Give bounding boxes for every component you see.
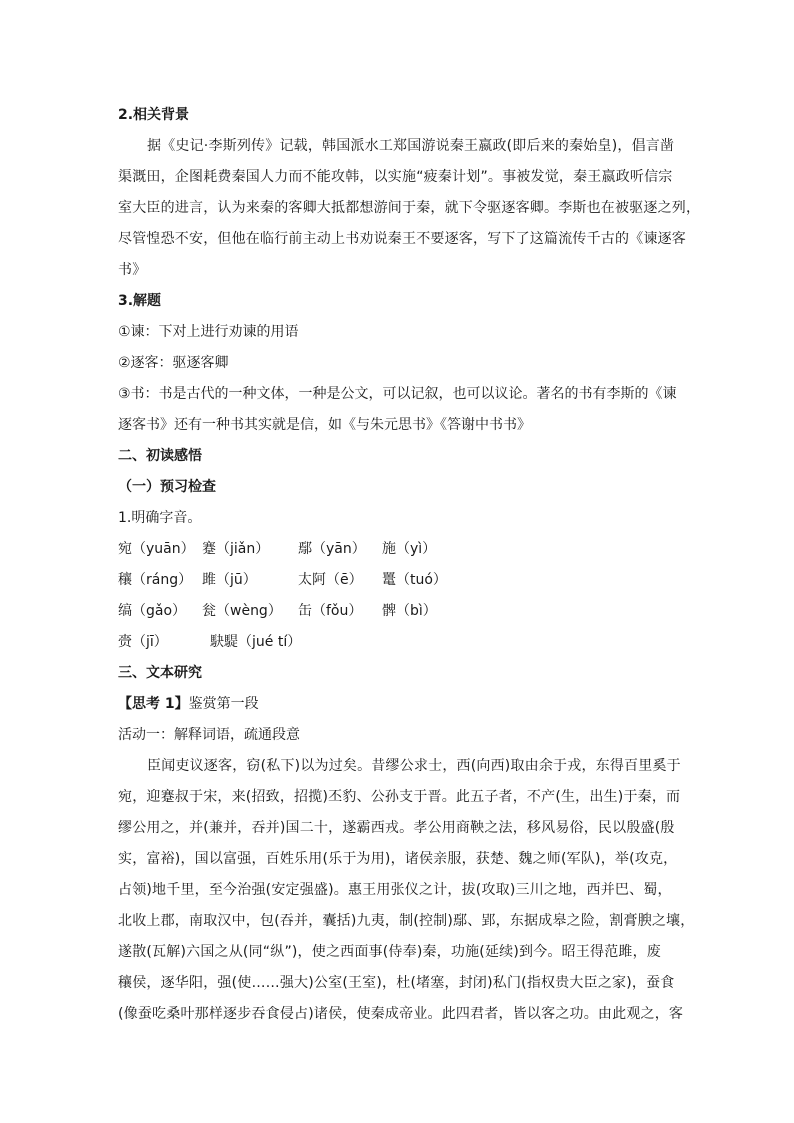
pronunciation-row <box>118 627 678 658</box>
classical-text-line: 实，富裕)，国以富强，百姓乐用(乐于为用)，诸侯亲服，获楚、魏之师(军队)，举(攻克， <box>118 851 678 867</box>
pronunciation-cell: 駃騠（jué tí） <box>210 634 302 650</box>
pronunciation-row <box>118 565 678 596</box>
pronunciation-cell: 雎（jū） <box>202 572 257 588</box>
pronunciation-cell: 鄢（yān） <box>298 541 366 557</box>
classical-text-line: 缪公用之，并(兼并，吞并)国二十，遂霸西戎。孝公用商鞅之法，移风易俗，民以殷盛(殷 <box>118 820 675 836</box>
pronunciation-row <box>118 534 678 565</box>
pronunciation-cell: 蹇（jiǎn） <box>202 541 270 557</box>
title-explanation-item: ③书：书是古代的一种文体，一种是公文，可以记叙，也可以议论。著名的书有李斯的《谏 <box>118 386 677 402</box>
pronunciation-cell: 太阿（ē） <box>298 572 363 588</box>
background-line: 据《史记·李斯列传》记载，韩国派水工郑国游说秦王嬴政(即后来的秦始皇)，倡言凿 <box>147 138 675 154</box>
title-explanation-item: ②逐客：驱逐客卿 <box>118 355 229 371</box>
pronunciation-cell: 瓮（wèng） <box>202 603 282 619</box>
classical-text-line: 占领)地千里，至今治强(安定强盛)。惠王用张仪之计，拔(攻取)三川之地，西并巴、蜀， <box>118 882 672 898</box>
think-text: 鉴赏第一段 <box>188 696 259 712</box>
background-line: 室大臣的进言，认为来秦的客卿大抵都想游间于秦，就下令驱逐客卿。李斯也在被驱逐之列， <box>118 200 701 216</box>
title-explanation-heading: 3.解题 <box>118 293 162 309</box>
part2-heading: 二、初读感悟 <box>118 448 202 464</box>
think-label: 【思考 1】 <box>118 696 189 712</box>
background-heading: 2.相关背景 <box>118 107 190 123</box>
classical-text-line: (像蚕吃桑叶那样逐步吞食侵占)诸侯，使秦成帝业。此四君者，皆以客之功。由此观之，客 <box>118 1006 684 1022</box>
activity-label: 活动一：解释词语，疏通段意 <box>118 727 300 743</box>
pronunciation-cell: 缟（gǎo） <box>118 603 187 619</box>
preview-check-heading: （一）预习检查 <box>118 479 216 495</box>
pronunciation-cell: 穰（ráng） <box>118 572 193 588</box>
pronunciation-cell: 缶（fǒu） <box>298 603 363 619</box>
pronunciation-cell: 髀（bì） <box>382 603 437 619</box>
title-explanation-item: ①谏：下对上进行劝谏的用语 <box>118 324 299 340</box>
title-explanation-item: 逐客书》还有一种书其实就是信，如《与朱元思书》《答谢中书书》 <box>118 417 531 433</box>
classical-text-line: 北收上郡，南取汉中，包(吞并，囊括)九夷，制(控制)鄢、郢，东据成皋之险，割膏腴之壤， <box>118 913 695 929</box>
background-line: 尽管惶恐不安，但他在临行前主动上书劝说秦王不要逐客，写下了这篇流传千古的《谏逐客 <box>118 231 686 247</box>
classical-text-line: 穰侯，逐华阳，强(使……强大)公室(王室)，杜(堵塞，封闭)私门(指权贵大臣之家)，蚕食 <box>118 975 675 991</box>
background-paragraph <box>118 131 701 286</box>
pronunciation-task: 1.明确字音。 <box>118 510 202 526</box>
document-content <box>118 100 701 1030</box>
background-line: 渠溉田，企图耗费秦国人力而不能攻韩，以实施“疲秦计划”。事被发觉，秦王嬴政听信宗 <box>118 169 673 185</box>
classical-text-line: 宛，迎蹇叔于宋，来(招致，招揽)丕豹、公孙支于晋。此五子者，不产(生，出生)于秦，而 <box>118 789 681 805</box>
pronunciation-row <box>118 596 678 627</box>
part3-heading: 三、文本研究 <box>118 665 202 681</box>
background-line: 书》 <box>118 262 147 278</box>
classical-text-line: 臣闻吏议逐客，窃(私下)以为过矣。昔缪公求士，西(向西)取由余于戎，东得百里奚于 <box>147 758 681 774</box>
classical-text-line: 遂散(瓦解)六国之从(同“纵”)，使之西面事(侍奉)秦，功施(延续)到今。昭王得范雎，废 <box>118 944 661 960</box>
think-prompt <box>118 689 678 720</box>
pronunciation-cell: 鼍（tuó） <box>382 572 447 588</box>
pronunciation-cell: 赍（jī） <box>118 634 168 650</box>
pronunciation-cell: 施（yì） <box>382 541 437 557</box>
classical-text-paragraph <box>118 751 695 1030</box>
pronunciation-cell: 宛（yuān） <box>118 541 195 557</box>
